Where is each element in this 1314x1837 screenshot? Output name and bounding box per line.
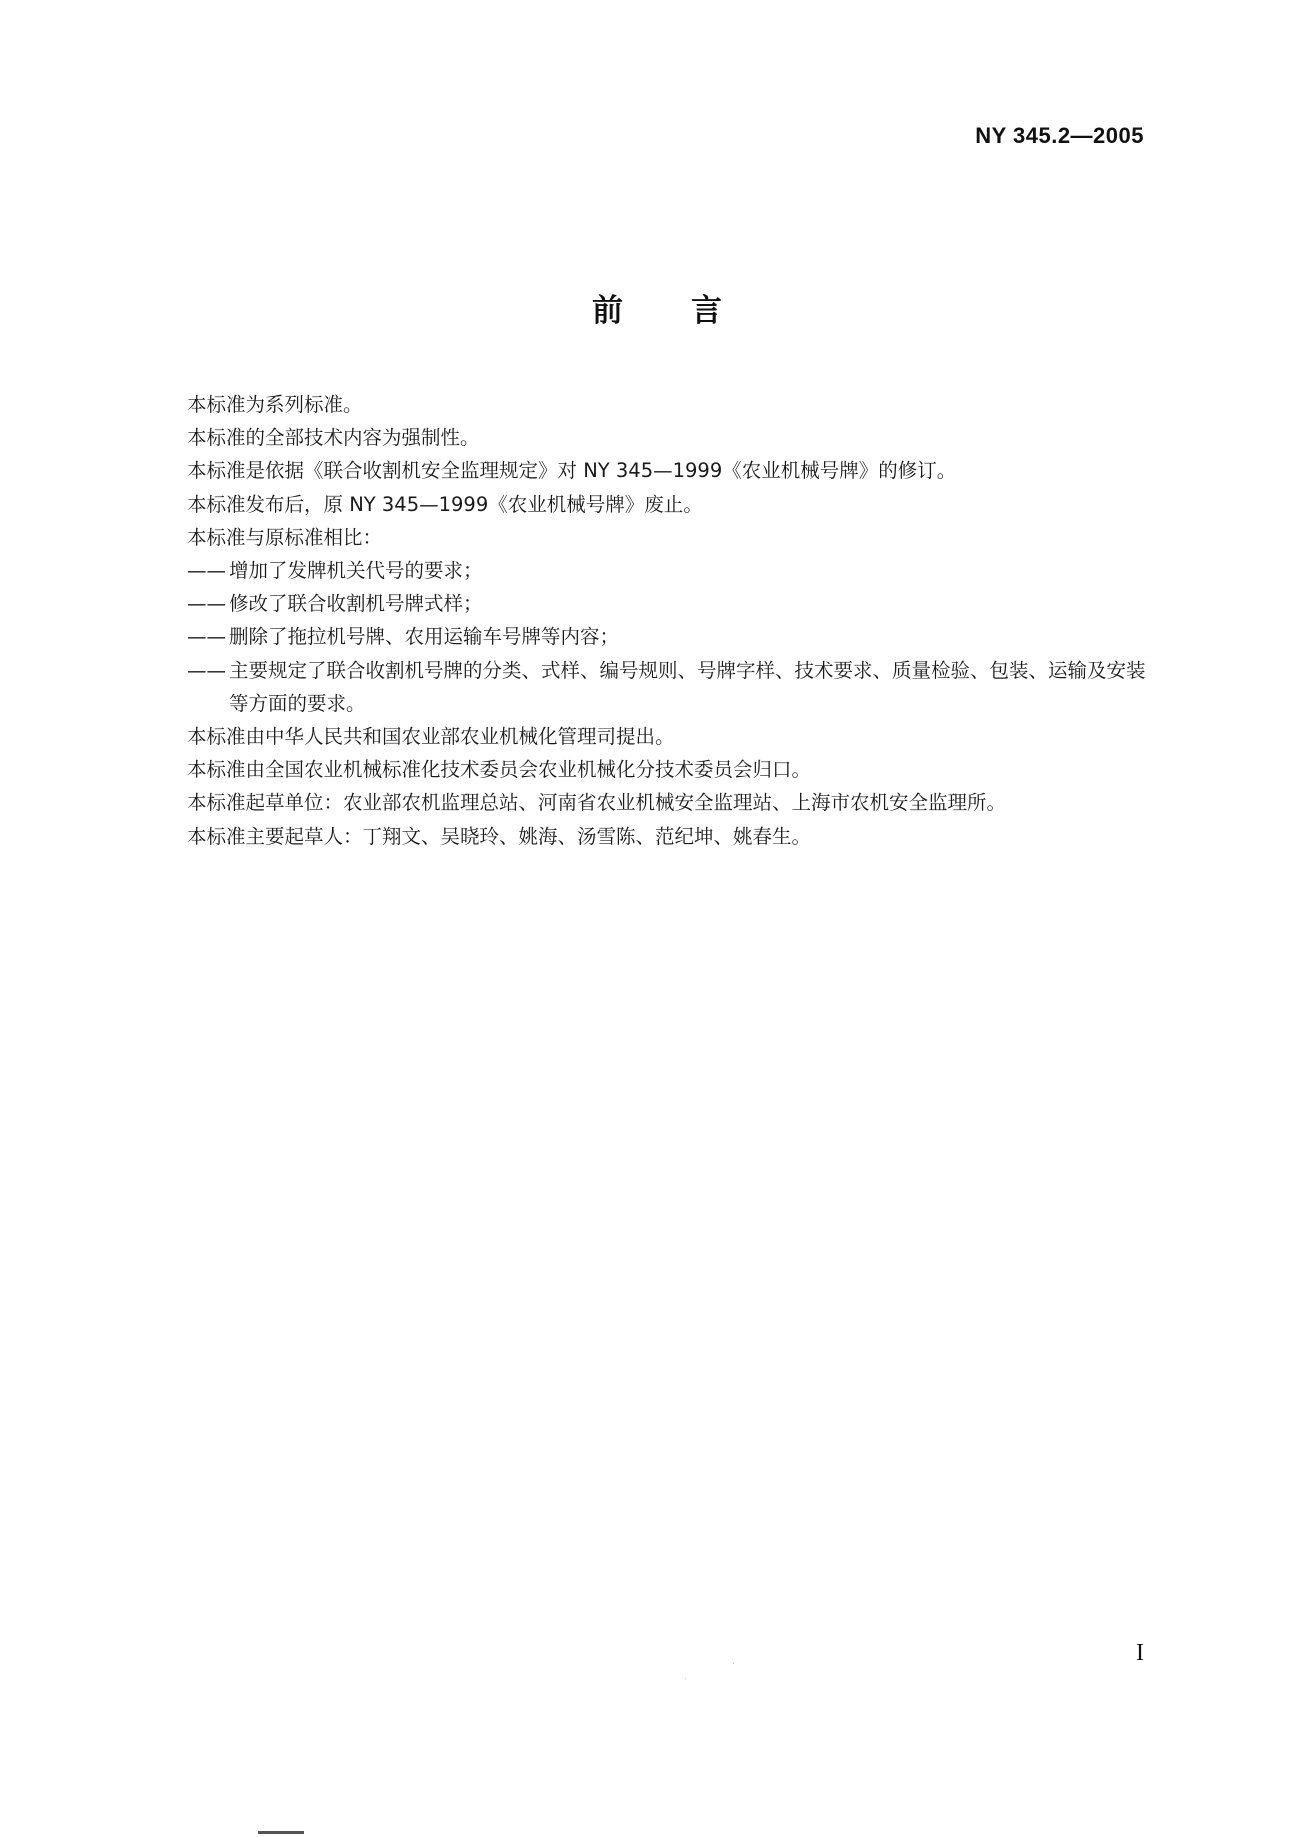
change-list-item: [187, 620, 1157, 653]
page-title: 前言: [592, 293, 790, 329]
change-text: 主要规定了联合收割机号牌的分类、式样、编号规则、号牌字样、技术要求、质量检验、包装、运输及安装等方面的要求。: [229, 658, 1146, 715]
change-list-item: [187, 587, 1157, 620]
change-list-item: [187, 554, 1157, 587]
document-body: [187, 388, 1157, 853]
paragraph: 本标准的全部技术内容为强制性。: [187, 426, 480, 450]
change-text: 删除了拖拉机号牌、农用运输车号牌等内容；: [229, 625, 620, 649]
change-text: 修改了联合收割机号牌式样；: [229, 592, 483, 616]
dash-marker: ——: [187, 625, 226, 649]
change-list-item: [187, 654, 1157, 720]
dash-marker: ——: [187, 592, 226, 616]
scan-speck: [733, 1663, 734, 1664]
paragraph: 本标准由全国农业机械标准化技术委员会农业机械化分技术委员会归口。: [187, 758, 812, 782]
paragraph: 本标准由中华人民共和国农业部农业机械化管理司提出。: [187, 725, 675, 749]
change-text: 增加了发牌机关代号的要求；: [229, 559, 483, 583]
scan-edge-mark: [258, 1831, 304, 1834]
paragraph: 本标准起草单位：农业部农机监理总站、河南省农业机械安全监理站、上海市农机安全监理所。: [187, 791, 1007, 815]
dash-marker: ——: [187, 658, 226, 682]
paragraph: 本标准主要起草人：丁翔文、吴晓玲、姚海、汤雪陈、范纪坤、姚春生。: [187, 824, 812, 848]
paragraph: 本标准与原标准相比：: [187, 525, 383, 549]
standard-number: NY 345.2—2005: [975, 123, 1144, 148]
paragraph: 本标准是依据《联合收割机安全监理规定》对 NY 345—1999《农业机械号牌》的修订。: [187, 459, 957, 483]
paragraph: 本标准为系列标准。: [187, 393, 363, 416]
scan-speck: [685, 1678, 686, 1679]
paragraph: 本标准发布后，原 NY 345—1999《农业机械号牌》废止。: [187, 492, 703, 516]
dash-marker: ——: [187, 559, 226, 583]
page-number: I: [1136, 1640, 1144, 1666]
